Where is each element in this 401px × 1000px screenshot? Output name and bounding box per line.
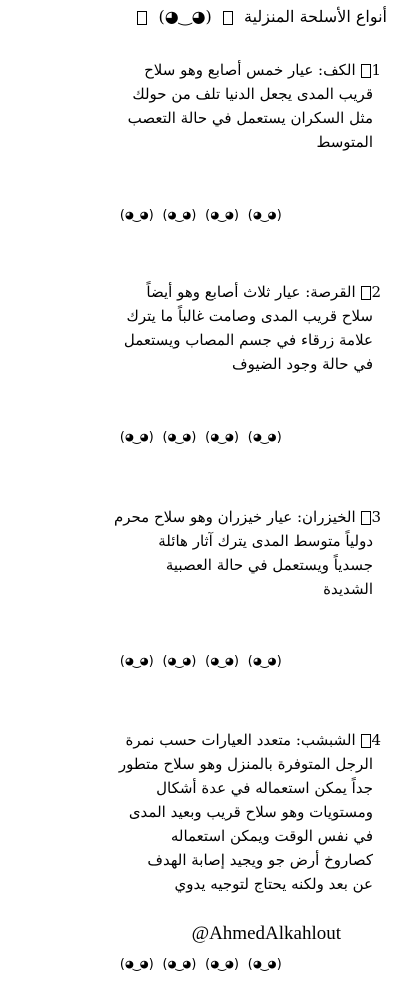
section-line: سلاح قريب المدى وصامت غالباً ما يترك <box>126 307 373 325</box>
section-number: 3 <box>371 508 381 526</box>
title-face: (◕‿◕) <box>158 7 212 26</box>
face-emoticon: (◕‿◕) <box>246 430 283 445</box>
section-line: المتوسط <box>316 133 373 151</box>
section-heading-line <box>21 728 381 752</box>
face-emoticon: (◕‿◕) <box>203 430 241 445</box>
section-line: قريب المدى يجعل الدنيا تلف من حولك <box>132 85 373 103</box>
section-number: 4 <box>371 731 381 749</box>
section-heading-line <box>21 58 381 82</box>
face-emoticon: (◕‿◕) <box>246 654 283 669</box>
face-emoticon: (◕‿◕) <box>118 430 155 445</box>
face-emoticon: (◕‿◕) <box>160 430 198 445</box>
face-emoticon: (◕‿◕) <box>160 208 198 223</box>
section-heading: القرصة: عيار ثلاث أصابع وهو أيضاً <box>146 283 356 301</box>
section-line: علامة زرقاء في جسم المصاب ويستعمل <box>123 331 373 349</box>
face-emoticon: (◕‿◕) <box>203 654 241 669</box>
weapon-section-cane <box>21 505 381 601</box>
page-title <box>7 6 387 28</box>
author-signature: @AhmedAlkahlout <box>191 923 341 944</box>
section-line: جسدياً ويستعمل في حالة العصبية <box>165 556 373 574</box>
weapon-section-palm <box>21 58 381 154</box>
face-emoticon: (◕‿◕) <box>203 957 241 972</box>
square-glyph-icon <box>361 734 371 748</box>
face-emoticon: (◕‿◕) <box>118 208 155 223</box>
section-line: ومستويات وهو سلاح قريب وبعيد المدى <box>128 803 373 821</box>
section-number: 1 <box>371 61 381 79</box>
square-glyph-icon <box>361 286 371 300</box>
section-line: كصاروخ أرض جو ويجيد إصابة الهدف <box>147 851 373 869</box>
face-separator <box>0 206 401 226</box>
face-emoticon: (◕‿◕) <box>118 654 155 669</box>
square-glyph-icon <box>361 64 371 78</box>
face-separator <box>0 652 401 672</box>
square-glyph-icon <box>361 511 371 525</box>
section-line: جداً يمكن استعماله في عدة أشكال <box>156 779 373 797</box>
face-separator <box>0 955 401 975</box>
square-glyph-icon <box>137 11 147 25</box>
face-emoticon: (◕‿◕) <box>246 208 283 223</box>
face-separator <box>0 428 401 448</box>
section-line: دولياً متوسط المدى يترك آثار هائلة <box>158 532 373 550</box>
face-emoticon: (◕‿◕) <box>160 654 198 669</box>
face-emoticon: (◕‿◕) <box>118 957 155 972</box>
section-heading: الخيزران: عيار خيزران وهو سلاح محرم <box>113 508 356 526</box>
section-line: الرجل المتوفرة بالمنزل وهو سلاح متطور <box>118 755 373 773</box>
section-line: في نفس الوقت ويمكن استعماله <box>170 827 373 845</box>
section-number: 2 <box>371 283 381 301</box>
section-line: الشديدة <box>323 580 373 598</box>
weapon-section-pinch <box>21 280 381 376</box>
section-heading-line <box>21 505 381 529</box>
section-line: عن بعد ولكنه يحتاج لتوجيه يدوي <box>174 875 373 893</box>
title-text: أنواع الأسلحة المنزلية <box>243 7 387 26</box>
face-emoticon: (◕‿◕) <box>246 957 283 972</box>
weapon-section-slipper <box>21 728 381 896</box>
face-emoticon: (◕‿◕) <box>203 208 241 223</box>
section-line: مثل السكران يستعمل في حالة التعصب <box>127 109 373 127</box>
section-heading: الشبشب: متعدد العيارات حسب نمرة <box>125 731 356 749</box>
section-line: في حالة وجود الضيوف <box>232 355 373 373</box>
square-glyph-icon <box>223 11 233 25</box>
section-heading-line <box>21 280 381 304</box>
section-heading: الكف: عيار خمس أصابع وهو سلاح <box>144 61 356 79</box>
face-emoticon: (◕‿◕) <box>160 957 198 972</box>
